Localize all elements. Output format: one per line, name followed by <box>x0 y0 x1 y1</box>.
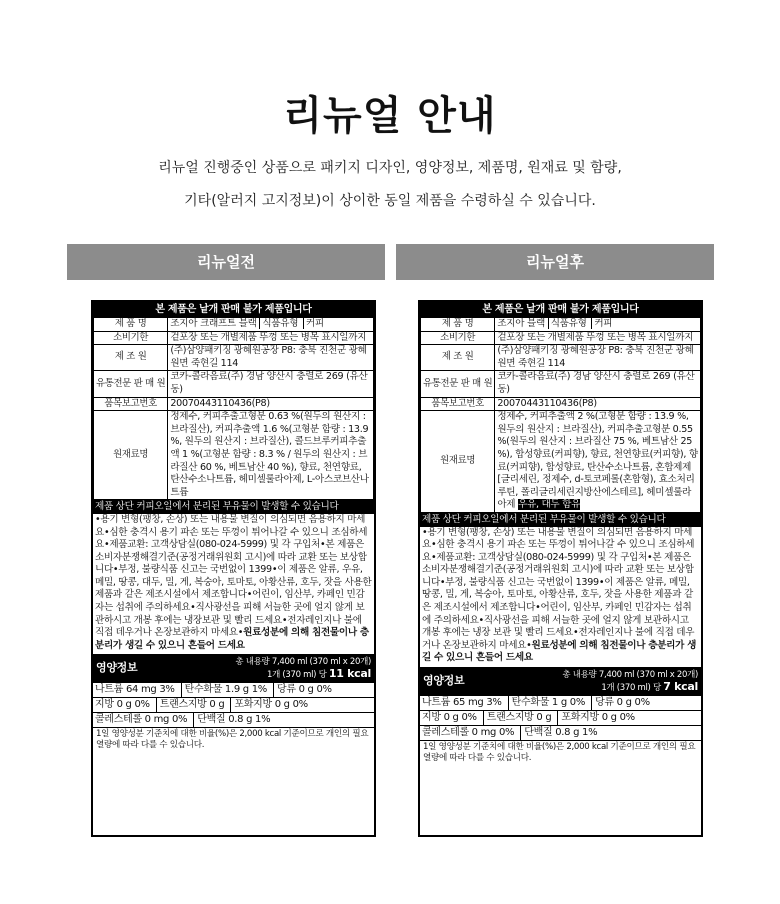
after-heading: 리뉴얼후 <box>396 244 714 280</box>
row-key: 원재료명 <box>94 411 168 500</box>
row-key: 품목보고번호 <box>94 397 168 411</box>
row-key: 소비기한 <box>94 331 168 345</box>
warning-highlight: 제품 상단 커피오일에서 분리된 부유물이 발생할 수 있습니다 <box>93 501 374 514</box>
description-line-1: 리뉴얼 진행중인 상품으로 패키지 디자인, 영양정보, 제품명, 원재료 및 함량, <box>158 160 622 176</box>
table-row <box>421 318 701 332</box>
row-key: 유통전문 판 매 원 <box>421 371 495 397</box>
after-label <box>418 300 703 837</box>
nutrient: 지방 0 g 0% <box>422 712 477 724</box>
row-key: 제 조 원 <box>421 345 495 371</box>
table-row <box>94 331 374 345</box>
nutrient: 콜레스테롤 0 mg 0% <box>95 714 188 726</box>
table-row <box>94 411 374 500</box>
nutrition-row <box>93 683 374 698</box>
nutrition-footnote: 1일 영양성분 기준치에 대한 비율(%)은 2,000 kcal 기준이므로 개인의 필요 열량에 따라 다를 수 있습니다. <box>423 742 696 764</box>
nutrient: 트랜스지방 0 g <box>156 698 231 712</box>
row-value: 코카-콜라음료(주) 경남 양산시 충렬로 269 (유산동) <box>495 371 701 397</box>
row-value: 겉포장 또는 개별제품 뚜껑 또는 병목 표시일까지 <box>168 331 374 345</box>
nutrient: 탄수화물 1.9 g 1% <box>181 683 273 697</box>
nutrition-title: 영양정보 <box>96 661 138 675</box>
row-key: 유통전문 판 매 원 <box>94 371 168 397</box>
nutrient: 탄수화물 1 g 0% <box>508 696 591 710</box>
nutrition-total: 총 내용량 7,400 ml (370 ml x 20개) <box>562 670 698 681</box>
nutrition-title: 영양정보 <box>423 674 465 688</box>
nutrient: 당류 0 g 0% <box>591 696 656 710</box>
warning-block <box>93 500 374 654</box>
before-label <box>91 300 376 837</box>
warning-block <box>420 513 701 667</box>
table-row <box>421 411 701 513</box>
nutrient: 포화지방 0 g 0% <box>557 711 640 725</box>
row-value <box>495 318 701 332</box>
page-title: 리뉴얼 안내 <box>283 93 497 139</box>
warning-bold: 원료성분에 의해 침전물이나 층분리가 생길 수 있으니 흔들어 드세요 <box>95 627 369 651</box>
table-row <box>421 331 701 345</box>
nutrition-row <box>93 698 374 713</box>
nutrition-serving: 1개 (370 ml) 당 <box>266 670 327 681</box>
nutrition-footnote: 1일 영양성분 기준치에 대한 비율(%)은 2,000 kcal 기준이므로 개인의 필요 열량에 따라 다를 수 있습니다. <box>96 729 369 751</box>
table-row <box>94 371 374 397</box>
product-name: 조지아 블랙 <box>497 318 545 329</box>
row-value: (주)삼양패키징 광혜원공장 P8: 충북 진천군 광혜원면 죽현길 114 <box>168 345 374 371</box>
nutrient: 트랜스지방 0 g <box>483 711 558 725</box>
row-key: 소비기한 <box>421 331 495 345</box>
nutrition-row <box>420 711 701 726</box>
nutrition-row <box>420 696 701 711</box>
label-title: 본 제품은 낱개 판매 불가 제품입니다 <box>93 302 374 317</box>
food-type-key: 식품유형 <box>548 318 589 329</box>
table-row <box>94 318 374 332</box>
label-title: 본 제품은 낱개 판매 불가 제품입니다 <box>420 302 701 317</box>
row-key: 제 조 원 <box>94 345 168 371</box>
nutrition-row <box>420 726 701 741</box>
table-row <box>94 345 374 371</box>
nutrition-panel <box>93 654 374 752</box>
nutrition-kcal: 7 kcal <box>663 680 698 694</box>
row-value: 20070443110436(P8) <box>495 397 701 411</box>
nutrient: 지방 0 g 0% <box>95 699 150 711</box>
warning-highlight: 제품 상단 커피오일에서 분리된 부유물이 발생할 수 있습니다 <box>420 514 701 527</box>
row-key: 원재료명 <box>421 411 495 513</box>
warning-bold: 원료성분에 의해 침전물이나 층분리가 생길 수 있으니 흔들어 드세요 <box>422 639 697 664</box>
table-row <box>421 397 701 411</box>
nutrient: 단백질 0.8 g 1% <box>520 726 603 740</box>
nutrition-total: 총 내용량 7,400 ml (370 ml x 20개) <box>235 657 371 668</box>
nutrition-panel <box>420 667 701 765</box>
nutrient: 나트륨 65 mg 3% <box>422 697 502 709</box>
food-type-value: 커피 <box>591 318 614 329</box>
description-line-2: 기타(알러지 고지정보)이 상이한 동일 제품을 수령하실 수 있습니다. <box>184 193 596 209</box>
row-value <box>495 411 701 513</box>
row-value <box>168 318 374 332</box>
table-row <box>421 345 701 371</box>
allergen-badge: 우유, 대두 함유 <box>518 499 581 511</box>
row-value: 코카-콜라음료(주) 경남 양산시 충렬로 269 (유산동) <box>168 371 374 397</box>
product-name: 조지아 크래프트 블랙 <box>170 318 257 329</box>
food-type-value: 커피 <box>303 318 326 329</box>
nutrient: 나트륨 64 mg 3% <box>95 684 175 696</box>
row-value: (주)삼양패키징 광혜원공장 P8: 충북 진천군 광혜원면 죽현길 114 <box>495 345 701 371</box>
warning-text: •용기 변형(팽창, 손상) 또는 내용물 변질이 의심되면 음용하지 마세요•심한 충격시 용기 파손 또는 뚜껑이 튀어나갈 수 있으니 조심하세요•제품교환: 고객상담실(080-024-5999) 및 각 구입처•본 제품은 소비자분쟁해결기준(공정거래위원회 고시)에 따라 교환 또는 보상합니다•부정, 불량식품 신고는 국번없이 1399•이 제품은 알류, 메밀, 땅콩, 밀, 게, 복숭아, 토마토, 아황산류, 호두, 잣을 사용한 제품과 같은 제조시설에서 제조합니다•어린이, 임산부, 카페인 민감자는 섭취에 주의하세요•직사광선을 피해 서늘한 곳에 얼지 않게 보관하시고 개봉 후에는 냉장 보관 및 빨리 드세요•전자레인지나 불에 직접 데우거나 온장보관하지 마세요• <box>422 526 695 651</box>
row-value: 정제수, 커피추출고형분 0.63 %(원두의 원산지 : 브라질산), 커피추출액 1.6 %(고형분 함량 : 13.9 %, 원두의 원산지 : 브라질산), 콜드브루커피추출액 1 %(고형분 함량 : 8.3 % / 원두의 원산지 : 브라질산 60 %, 베트남산 40 %), 향료, 천연향료, 탄산수소나트륨, 헤미셀룰라아제, L-아스코브산나트륨 <box>168 411 374 500</box>
info-table <box>420 317 701 513</box>
nutrient: 포화지방 0 g 0% <box>230 698 313 712</box>
warning-text: •용기 변형(팽창, 손상) 또는 내용물 변질이 의심되면 음용하지 마세요•심한 충격시 용기 파손 또는 뚜껑이 튀어나갈 수 있으니 조심하세요•제품교환: 고객상담실(080-024-5999) 및 각 구입처•본 제품은 소비자분쟁해결기준(공정거래위원회 고시)에 따라 교환 또는 보상합니다•부정, 불량식품 신고는 국번없이 1399•이 제품은 알류, 우유, 메밀, 땅콩, 대두, 밀, 게, 복숭아, 토마토, 아황산류, 호두, 잣을 사용한 제품과 같은 제조시설에서 제조합니다•어린이, 임산부, 카페인 민감자는 섭취에 주의하세요•직사광선을 피해 서늘한 곳에 얼지 않게 보관하시고 개봉 후에는 냉장보관 및 빨리 드세요•전자레인지나 불에 직접 데우거나 온장보관하지 마세요• <box>95 513 372 639</box>
table-row <box>421 371 701 397</box>
nutrition-row <box>93 713 374 728</box>
row-key: 제 품 명 <box>421 318 495 332</box>
nutrition-kcal: 11 kcal <box>328 667 371 681</box>
table-row <box>94 397 374 411</box>
food-type-key: 식품유형 <box>259 318 300 329</box>
row-key: 제 품 명 <box>94 318 168 332</box>
before-heading: 리뉴얼전 <box>67 244 385 280</box>
nutrient: 콜레스테롤 0 mg 0% <box>422 727 515 739</box>
ingredients: 정제수, 커피추출액 2 %(고형분 함량 : 13.9 %, 원두의 원산지 : 브라질산), 커피추출고형분 0.55 %(원두의 원산지 : 브라질산 75 %, 베트남산 25 %), 합성향료(커피향), 향료, 천연향료(커피향), 향료(커피향), 합성향료, 탄산수소나트륨, 혼합제제[글리세린, 정제수, d-토코페롤(혼합형), 효소처리루틴, 폴리글리세린지방산에스테르], 헤미셀룰라아제 <box>497 411 698 511</box>
nutrient: 단백질 0.8 g 1% <box>193 713 276 727</box>
info-table <box>93 317 374 500</box>
nutrition-serving: 1개 (370 ml) 당 <box>601 683 661 694</box>
row-key: 품목보고번호 <box>421 397 495 411</box>
row-value: 20070443110436(P8) <box>168 397 374 411</box>
nutrient: 당류 0 g 0% <box>273 683 338 697</box>
row-value: 겉포장 또는 개별제품 뚜껑 또는 병목 표시일까지 <box>495 331 701 345</box>
